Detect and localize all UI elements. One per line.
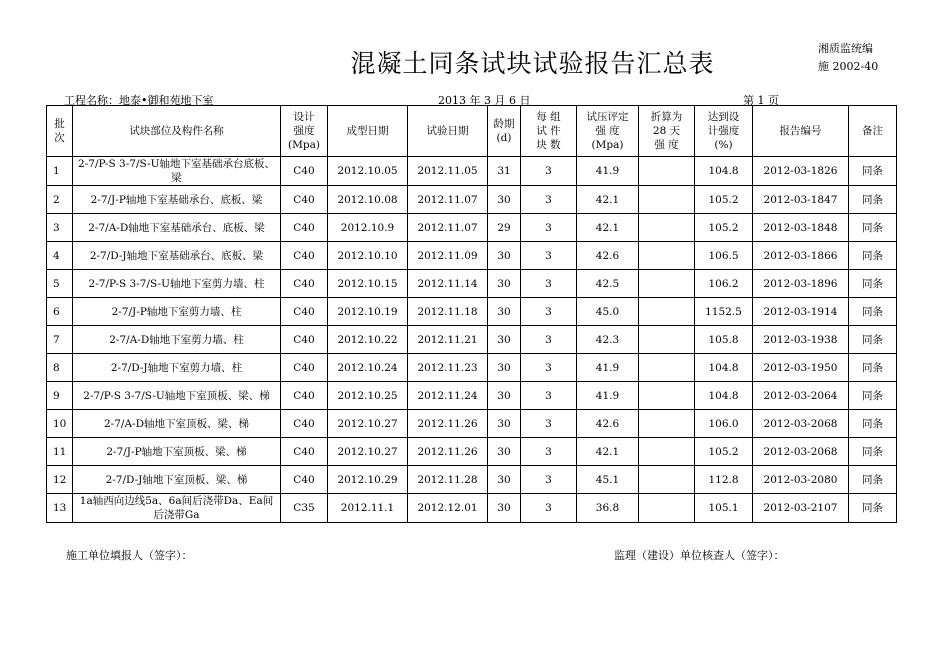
form-code-line2: 施 2002-40 bbox=[818, 60, 879, 73]
percent-cell: 1152.5 bbox=[695, 298, 753, 326]
col-header-age bbox=[488, 106, 521, 157]
part-cell: 2-7/D-J轴地下室顶板、梁、梯 bbox=[73, 466, 281, 494]
strength-28d-cell bbox=[639, 382, 695, 410]
strength-28d-cell bbox=[639, 466, 695, 494]
tested-strength-cell: 41.9 bbox=[577, 382, 639, 410]
part-cell: 2-7/A-D轴地下室顶板、梁、梯 bbox=[73, 410, 281, 438]
table-row bbox=[47, 214, 897, 242]
specimen-count-cell: 3 bbox=[521, 410, 577, 438]
batch-cell: 7 bbox=[47, 326, 73, 354]
specimen-count-cell: 3 bbox=[521, 270, 577, 298]
cast-date-cell: 2012.10.10 bbox=[328, 242, 408, 270]
table-row bbox=[47, 438, 897, 466]
part-cell: 2-7/J-P轴地下室剪力墙、柱 bbox=[73, 298, 281, 326]
batch-cell: 6 bbox=[47, 298, 73, 326]
part-cell: 2-7/J-P轴地下室基础承台、底板、梁 bbox=[73, 186, 281, 214]
report-no-cell: 2012-03-1847 bbox=[753, 186, 849, 214]
col-header-label: 批 次 bbox=[54, 118, 65, 144]
form-code-line1: 湘质监统编 bbox=[818, 42, 873, 55]
age-cell: 30 bbox=[488, 270, 521, 298]
design-strength-cell: C40 bbox=[281, 298, 328, 326]
tested-strength-cell: 42.6 bbox=[577, 410, 639, 438]
test-date-cell: 2012.11.26 bbox=[408, 410, 488, 438]
test-date-cell: 2012.11.23 bbox=[408, 354, 488, 382]
percent-cell: 106.0 bbox=[695, 410, 753, 438]
report-no-cell: 2012-03-1950 bbox=[753, 354, 849, 382]
remark-cell: 同条 bbox=[849, 438, 897, 466]
col-header-report-no bbox=[753, 106, 849, 157]
table-row bbox=[47, 354, 897, 382]
cast-date-cell: 2012.10.9 bbox=[328, 214, 408, 242]
percent-cell: 112.8 bbox=[695, 466, 753, 494]
specimen-count-cell: 3 bbox=[521, 298, 577, 326]
tested-strength-cell: 42.6 bbox=[577, 242, 639, 270]
test-date-cell: 2012.11.26 bbox=[408, 438, 488, 466]
percent-cell: 105.2 bbox=[695, 186, 753, 214]
batch-cell: 4 bbox=[47, 242, 73, 270]
col-header-specimen-count bbox=[521, 106, 577, 157]
cast-date-cell: 2012.10.19 bbox=[328, 298, 408, 326]
part-cell: 2-7/A-D轴地下室基础承台、底板、梁 bbox=[73, 214, 281, 242]
batch-cell: 1 bbox=[47, 157, 73, 186]
age-cell: 30 bbox=[488, 466, 521, 494]
col-header-label: 试验日期 bbox=[426, 125, 469, 137]
table-row bbox=[47, 382, 897, 410]
table-row bbox=[47, 494, 897, 523]
design-strength-cell: C40 bbox=[281, 382, 328, 410]
part-cell: 2-7/D-J轴地下室剪力墙、柱 bbox=[73, 354, 281, 382]
test-date-cell: 2012.11.28 bbox=[408, 466, 488, 494]
cast-date-cell: 2012.10.05 bbox=[328, 157, 408, 186]
cast-date-cell: 2012.10.08 bbox=[328, 186, 408, 214]
age-cell: 30 bbox=[488, 354, 521, 382]
remark-cell: 同条 bbox=[849, 466, 897, 494]
col-header-test-date bbox=[408, 106, 488, 157]
strength-28d-cell bbox=[639, 494, 695, 523]
tested-strength-cell: 45.0 bbox=[577, 298, 639, 326]
remark-cell: 同条 bbox=[849, 242, 897, 270]
batch-cell: 11 bbox=[47, 438, 73, 466]
age-cell: 30 bbox=[488, 382, 521, 410]
percent-cell: 104.8 bbox=[695, 354, 753, 382]
test-date-cell: 2012.11.07 bbox=[408, 214, 488, 242]
test-date-cell: 2012.11.09 bbox=[408, 242, 488, 270]
remark-cell: 同条 bbox=[849, 298, 897, 326]
cast-date-cell: 2012.10.15 bbox=[328, 270, 408, 298]
design-strength-cell: C40 bbox=[281, 354, 328, 382]
col-header-part bbox=[73, 106, 281, 157]
batch-cell: 12 bbox=[47, 466, 73, 494]
test-date-cell: 2012.11.24 bbox=[408, 382, 488, 410]
contractor-signature-label: 施工单位填报人（签字）： bbox=[66, 549, 193, 562]
remark-cell: 同条 bbox=[849, 494, 897, 523]
specimen-count-cell: 3 bbox=[521, 242, 577, 270]
project-name: 工程名称：地泰•御和苑地下室 bbox=[64, 94, 214, 107]
cast-date-cell: 2012.11.1 bbox=[328, 494, 408, 523]
specimen-count-cell: 3 bbox=[521, 466, 577, 494]
batch-cell: 10 bbox=[47, 410, 73, 438]
remark-cell: 同条 bbox=[849, 214, 897, 242]
test-date-cell: 2012.11.14 bbox=[408, 270, 488, 298]
tested-strength-cell: 42.5 bbox=[577, 270, 639, 298]
col-header-28d-strength bbox=[639, 106, 695, 157]
report-date: 2013 年 3 月 6 日 bbox=[438, 94, 531, 107]
percent-cell: 104.8 bbox=[695, 382, 753, 410]
specimen-count-cell: 3 bbox=[521, 354, 577, 382]
col-header-label: 试压评定 强 度 (Mpa) bbox=[586, 111, 629, 151]
remark-cell: 同条 bbox=[849, 354, 897, 382]
specimen-count-cell: 3 bbox=[521, 214, 577, 242]
summary-table bbox=[46, 105, 897, 523]
percent-cell: 106.5 bbox=[695, 242, 753, 270]
specimen-count-cell: 3 bbox=[521, 186, 577, 214]
percent-cell: 105.8 bbox=[695, 326, 753, 354]
part-cell: 2-7/J-P轴地下室顶板、梁、梯 bbox=[73, 438, 281, 466]
remark-cell: 同条 bbox=[849, 410, 897, 438]
batch-cell: 8 bbox=[47, 354, 73, 382]
tested-strength-cell: 42.1 bbox=[577, 186, 639, 214]
age-cell: 30 bbox=[488, 242, 521, 270]
part-cell: 2-7/P-S 3-7/S-U轴地下室剪力墙、柱 bbox=[73, 270, 281, 298]
age-cell: 30 bbox=[488, 186, 521, 214]
col-header-label: 每 组 试 件 块 数 bbox=[536, 111, 561, 151]
percent-cell: 105.2 bbox=[695, 214, 753, 242]
test-date-cell: 2012.11.05 bbox=[408, 157, 488, 186]
table-row bbox=[47, 410, 897, 438]
age-cell: 30 bbox=[488, 326, 521, 354]
design-strength-cell: C40 bbox=[281, 410, 328, 438]
strength-28d-cell bbox=[639, 157, 695, 186]
specimen-count-cell: 3 bbox=[521, 382, 577, 410]
age-cell: 31 bbox=[488, 157, 521, 186]
test-date-cell: 2012.11.18 bbox=[408, 298, 488, 326]
col-header-batch bbox=[47, 106, 73, 157]
test-date-cell: 2012.11.07 bbox=[408, 186, 488, 214]
batch-cell: 3 bbox=[47, 214, 73, 242]
report-no-cell: 2012-03-1866 bbox=[753, 242, 849, 270]
percent-cell: 105.2 bbox=[695, 438, 753, 466]
strength-28d-cell bbox=[639, 242, 695, 270]
tested-strength-cell: 42.1 bbox=[577, 214, 639, 242]
table-row bbox=[47, 157, 897, 186]
test-date-cell: 2012.11.21 bbox=[408, 326, 488, 354]
report-no-cell: 2012-03-2068 bbox=[753, 438, 849, 466]
report-no-cell: 2012-03-2080 bbox=[753, 466, 849, 494]
part-cell: 2-7/P-S 3-7/S-U轴地下室基础承台底板、梁 bbox=[73, 157, 281, 186]
col-header-label: 折算为 28 天 强 度 bbox=[650, 111, 683, 151]
table-header-row bbox=[47, 106, 897, 157]
percent-cell: 105.1 bbox=[695, 494, 753, 523]
tested-strength-cell: 41.9 bbox=[577, 354, 639, 382]
cast-date-cell: 2012.10.27 bbox=[328, 438, 408, 466]
design-strength-cell: C35 bbox=[281, 494, 328, 523]
batch-cell: 13 bbox=[47, 494, 73, 523]
design-strength-cell: C40 bbox=[281, 270, 328, 298]
strength-28d-cell bbox=[639, 410, 695, 438]
batch-cell: 5 bbox=[47, 270, 73, 298]
strength-28d-cell bbox=[639, 186, 695, 214]
design-strength-cell: C40 bbox=[281, 157, 328, 186]
age-cell: 30 bbox=[488, 410, 521, 438]
report-no-cell: 2012-03-2068 bbox=[753, 410, 849, 438]
col-header-design-strength bbox=[281, 106, 328, 157]
specimen-count-cell: 3 bbox=[521, 494, 577, 523]
col-header-tested-strength bbox=[577, 106, 639, 157]
supervisor-signature-label: 监理（建设）单位核查人（签字）： bbox=[614, 549, 785, 562]
tested-strength-cell: 42.3 bbox=[577, 326, 639, 354]
col-header-label: 达到设 计强度 (%) bbox=[707, 111, 740, 151]
age-cell: 29 bbox=[488, 214, 521, 242]
strength-28d-cell bbox=[639, 438, 695, 466]
report-no-cell: 2012-03-1848 bbox=[753, 214, 849, 242]
page-number: 第 1 页 bbox=[743, 94, 779, 107]
remark-cell: 同条 bbox=[849, 326, 897, 354]
design-strength-cell: C40 bbox=[281, 242, 328, 270]
design-strength-cell: C40 bbox=[281, 326, 328, 354]
age-cell: 30 bbox=[488, 438, 521, 466]
cast-date-cell: 2012.10.29 bbox=[328, 466, 408, 494]
col-header-label: 试块部位及构件名称 bbox=[129, 125, 224, 137]
table-row bbox=[47, 466, 897, 494]
percent-cell: 104.8 bbox=[695, 157, 753, 186]
col-header-remark bbox=[849, 106, 897, 157]
table-row bbox=[47, 326, 897, 354]
strength-28d-cell bbox=[639, 326, 695, 354]
part-cell: 1a轴西向边线5a、6a间后浇带Da、Ea间后浇带Ga bbox=[73, 494, 281, 523]
batch-cell: 9 bbox=[47, 382, 73, 410]
cast-date-cell: 2012.10.27 bbox=[328, 410, 408, 438]
table-row bbox=[47, 242, 897, 270]
table-row bbox=[47, 270, 897, 298]
test-date-cell: 2012.12.01 bbox=[408, 494, 488, 523]
report-no-cell: 2012-03-1826 bbox=[753, 157, 849, 186]
design-strength-cell: C40 bbox=[281, 466, 328, 494]
col-header-cast-date bbox=[328, 106, 408, 157]
cast-date-cell: 2012.10.24 bbox=[328, 354, 408, 382]
table-row bbox=[47, 298, 897, 326]
tested-strength-cell: 45.1 bbox=[577, 466, 639, 494]
report-no-cell: 2012-03-1914 bbox=[753, 298, 849, 326]
age-cell: 30 bbox=[488, 298, 521, 326]
col-header-label: 成型日期 bbox=[346, 125, 389, 137]
table-row bbox=[47, 186, 897, 214]
part-cell: 2-7/A-D轴地下室剪力墙、柱 bbox=[73, 326, 281, 354]
cast-date-cell: 2012.10.22 bbox=[328, 326, 408, 354]
design-strength-cell: C40 bbox=[281, 186, 328, 214]
report-no-cell: 2012-03-1896 bbox=[753, 270, 849, 298]
specimen-count-cell: 3 bbox=[521, 326, 577, 354]
strength-28d-cell bbox=[639, 270, 695, 298]
col-header-percent bbox=[695, 106, 753, 157]
percent-cell: 106.2 bbox=[695, 270, 753, 298]
batch-cell: 2 bbox=[47, 186, 73, 214]
col-header-label: 龄期 (d) bbox=[493, 118, 515, 144]
report-no-cell: 2012-03-2107 bbox=[753, 494, 849, 523]
remark-cell: 同条 bbox=[849, 382, 897, 410]
col-header-label: 设计 强度 (Mpa) bbox=[288, 111, 320, 151]
col-header-label: 报告编号 bbox=[779, 125, 822, 137]
part-cell: 2-7/P-S 3-7/S-U轴地下室顶板、梁、梯 bbox=[73, 382, 281, 410]
specimen-count-cell: 3 bbox=[521, 157, 577, 186]
page-title: 混凝土同条试块试验报告汇总表 bbox=[350, 49, 715, 78]
part-cell: 2-7/D-J轴地下室基础承台、底板、梁 bbox=[73, 242, 281, 270]
tested-strength-cell: 42.1 bbox=[577, 438, 639, 466]
report-no-cell: 2012-03-1938 bbox=[753, 326, 849, 354]
tested-strength-cell: 36.8 bbox=[577, 494, 639, 523]
tested-strength-cell: 41.9 bbox=[577, 157, 639, 186]
remark-cell: 同条 bbox=[849, 186, 897, 214]
remark-cell: 同条 bbox=[849, 270, 897, 298]
strength-28d-cell bbox=[639, 214, 695, 242]
remark-cell: 同条 bbox=[849, 157, 897, 186]
strength-28d-cell bbox=[639, 354, 695, 382]
report-no-cell: 2012-03-2064 bbox=[753, 382, 849, 410]
strength-28d-cell bbox=[639, 298, 695, 326]
col-header-label: 备注 bbox=[862, 125, 883, 137]
cast-date-cell: 2012.10.25 bbox=[328, 382, 408, 410]
age-cell: 30 bbox=[488, 494, 521, 523]
specimen-count-cell: 3 bbox=[521, 438, 577, 466]
design-strength-cell: C40 bbox=[281, 214, 328, 242]
design-strength-cell: C40 bbox=[281, 438, 328, 466]
